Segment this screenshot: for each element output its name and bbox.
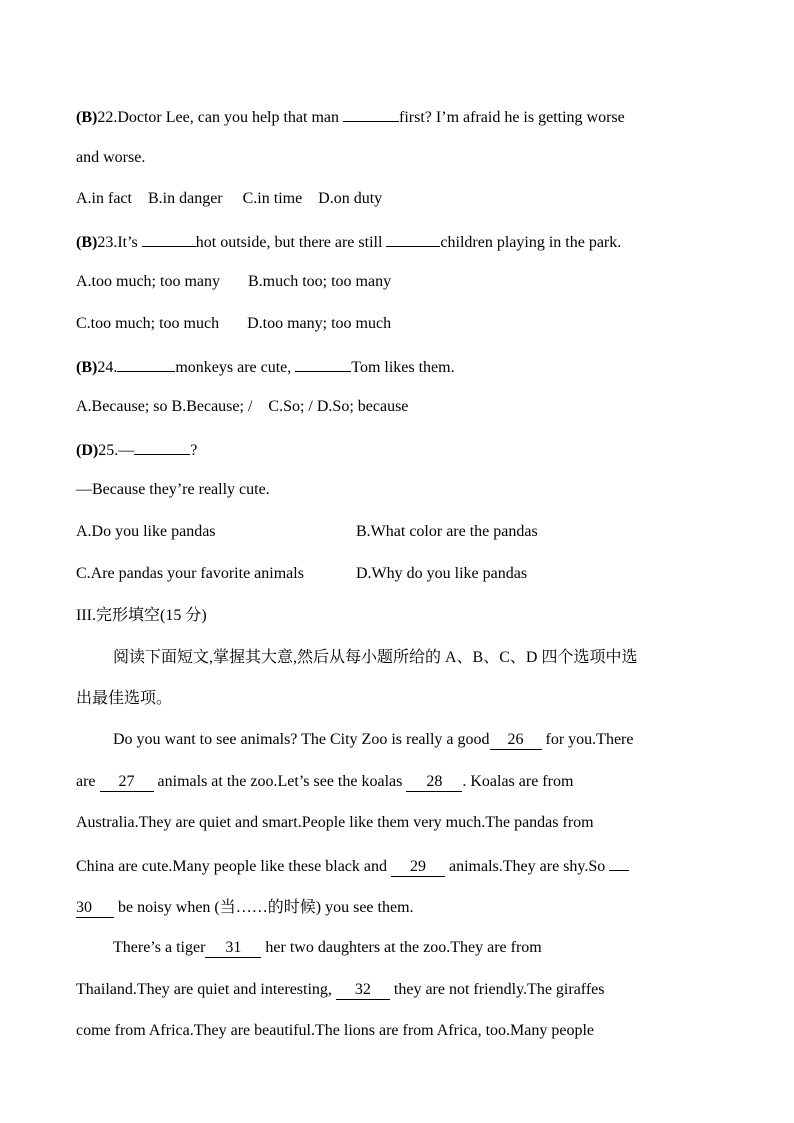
question-24-options: A.Because; so B.Because; / C.So; / D.So; because — [76, 398, 409, 415]
answer-blank — [142, 231, 196, 247]
answer-key: (B) — [76, 109, 98, 126]
cloze-blank-31: 31 — [205, 939, 261, 958]
question-24 — [76, 356, 455, 378]
question-25-options-ab — [76, 522, 716, 542]
question-text: 23.It’s — [97, 234, 142, 251]
option-a: A.Do you like pandas — [76, 523, 216, 540]
question-23 — [76, 231, 621, 253]
question-text: 22.Doctor Lee, can you help that man — [97, 109, 344, 126]
passage-text: There’s a tiger — [113, 939, 206, 956]
question-25-reply: —Because they’re really cute. — [76, 481, 270, 498]
question-text: children playing in the park. — [440, 234, 622, 251]
option-d: D.Why do you like pandas — [356, 565, 528, 582]
section-heading: III.完形填空(15 分) — [76, 607, 207, 624]
passage-line — [113, 730, 633, 750]
passage-line — [113, 938, 542, 958]
question-text: Tom likes them. — [351, 359, 455, 376]
passage-text: China are cute.Many people like these black and — [76, 858, 391, 875]
cloze-blank-32: 32 — [336, 981, 390, 1000]
option-c: C.Are pandas your favorite animals — [76, 565, 304, 582]
question-23-options-ab: A.too much; too many B.much too; too many — [76, 273, 392, 290]
passage-line — [76, 898, 414, 918]
passage-line: come from Africa.They are beautiful.The lions are from Africa, too.Many people — [76, 1022, 595, 1039]
passage-text: Do you want to see animals? The City Zoo is really a good — [113, 731, 490, 748]
passage-line: Australia.They are quiet and smart.People like them very much.The pandas from — [76, 814, 594, 831]
question-text: monkeys are cute, — [175, 359, 296, 376]
passage-text: for you.There — [541, 731, 634, 748]
option-b: B.What color are the pandas — [356, 523, 538, 540]
question-23-options-cd: C.too much; too much D.too many; too much — [76, 315, 392, 332]
passage-text: be noisy when (当……的时候) you see them. — [114, 899, 414, 916]
question-text: first? I’m afraid he is getting worse — [399, 109, 625, 126]
passage-line — [76, 855, 629, 877]
answer-blank — [134, 439, 190, 455]
cloze-blank-26: 26 — [490, 731, 542, 750]
answer-key: (B) — [76, 359, 98, 376]
passage-text: . Koalas are from — [462, 773, 574, 790]
answer-blank — [117, 356, 175, 372]
passage-text: Thailand.They are quiet and interesting, — [76, 981, 336, 998]
question-25-options-cd — [76, 564, 716, 584]
answer-blank — [343, 106, 399, 122]
question-22-line1 — [76, 106, 625, 128]
passage-line — [76, 772, 573, 792]
passage-text: are — [76, 773, 100, 790]
passage-line — [76, 980, 604, 1000]
question-22-line2: and worse. — [76, 149, 146, 166]
answer-blank — [386, 231, 440, 247]
section-instructions-line1: 阅读下面短文,掌握其大意,然后从每小题所给的 A、B、C、D 四个选项中选 — [113, 649, 638, 666]
cloze-blank-29: 29 — [391, 858, 445, 877]
question-text: ? — [190, 442, 198, 459]
question-22-options: A.in fact B.in danger C.in time D.on duty — [76, 190, 383, 207]
passage-text: animals at the zoo.Let’s see the koalas — [153, 773, 407, 790]
answer-key: (D) — [76, 442, 99, 459]
section-instructions-line2: 出最佳选项。 — [76, 690, 173, 707]
cloze-blank-27: 27 — [100, 773, 154, 792]
cloze-blank-30: 30 — [76, 899, 114, 918]
cloze-blank-30-start — [609, 855, 629, 871]
question-25 — [76, 439, 197, 461]
passage-text: her two daughters at the zoo.They are from — [261, 939, 542, 956]
answer-key: (B) — [76, 234, 98, 251]
cloze-blank-28: 28 — [406, 773, 462, 792]
question-text: hot outside, but there are still — [195, 234, 387, 251]
passage-text: they are not friendly.The giraffes — [389, 981, 605, 998]
answer-blank — [295, 356, 351, 372]
passage-text: animals.They are shy.So — [445, 858, 606, 875]
question-text: 25.— — [98, 442, 135, 459]
question-text: 24. — [97, 359, 118, 376]
